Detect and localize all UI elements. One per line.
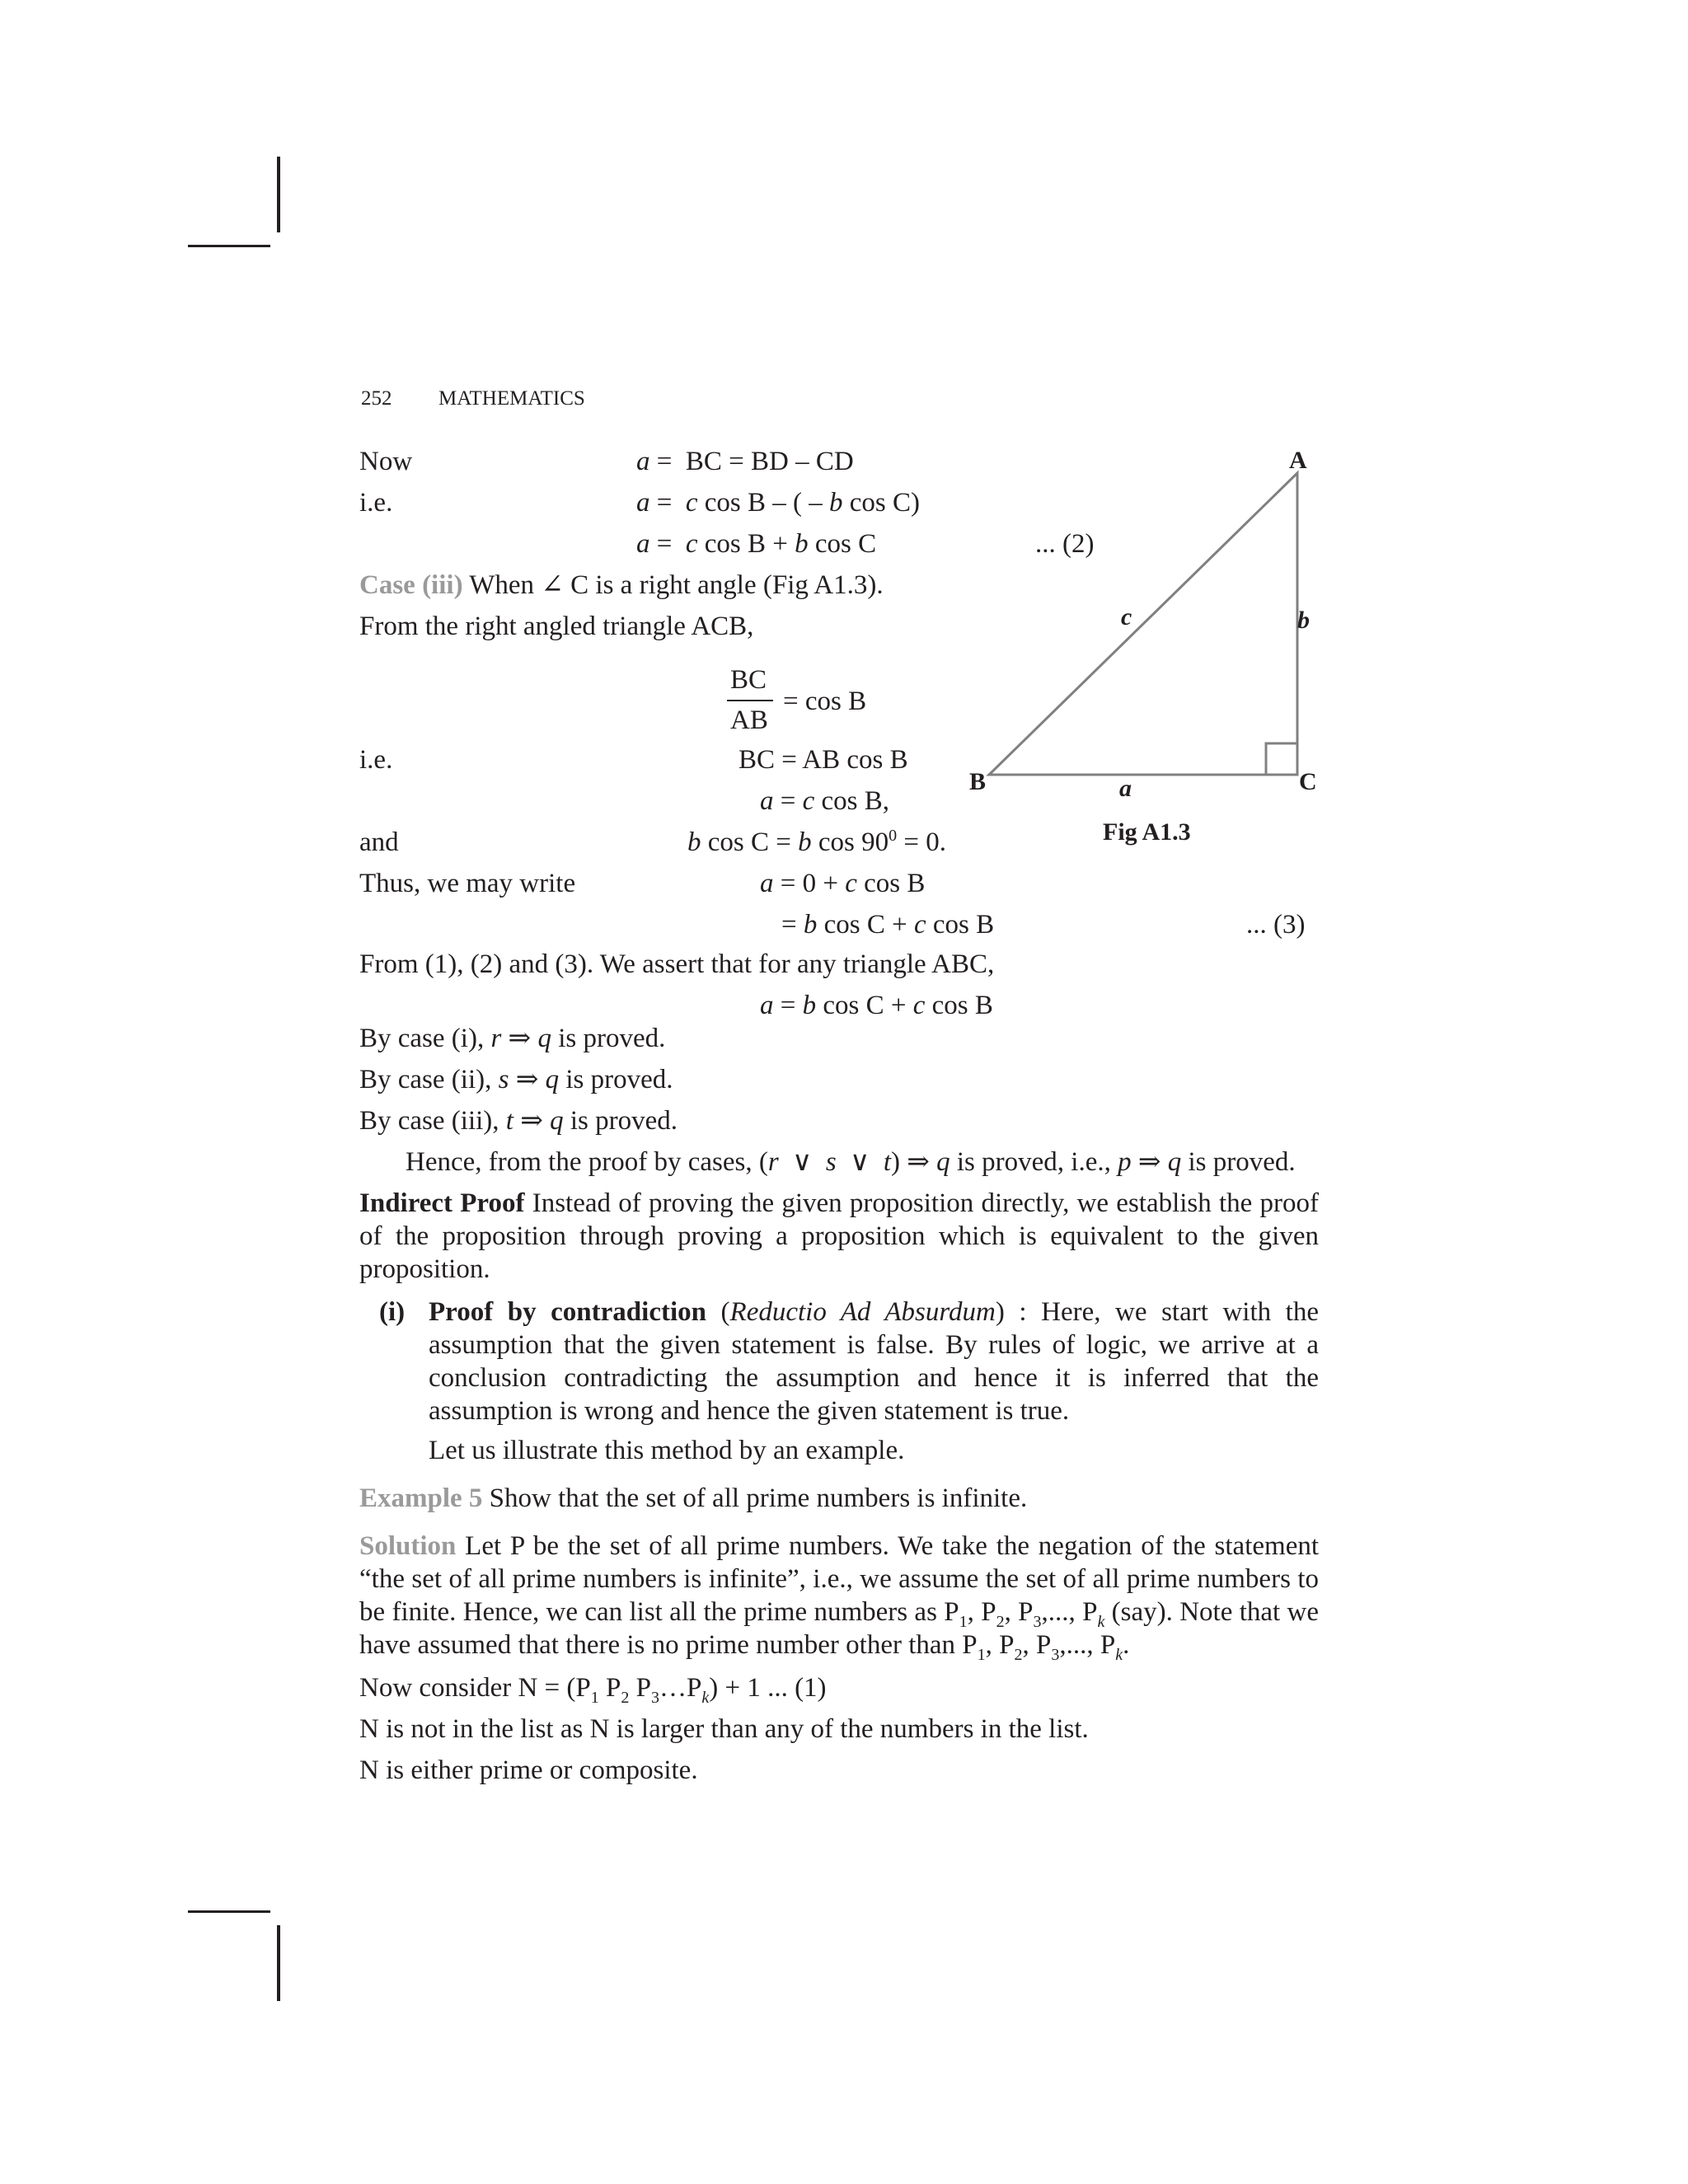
not-in-list-line: N is not in the list as N is larger than any of the numbers in the list. [359, 1714, 1089, 1744]
hence-text: Hence, from the proof by cases, ( [406, 1147, 768, 1177]
thus-label: Thus, we may write [359, 869, 576, 898]
solution-say: (say). Note that we have assumed that there is no prime number other than P [359, 1597, 1319, 1660]
side-a-label: a [1119, 775, 1132, 802]
equation-2: a = c cos B + b cos C [636, 529, 877, 559]
by-case-i: By case (i), r ⇒ q is proved. [359, 1024, 666, 1053]
equation-3-ref: ... (3) [1246, 910, 1306, 940]
fraction-denominator: AB [730, 705, 768, 735]
solution-label: Solution [359, 1531, 457, 1561]
crop-mark-bottom-vertical [277, 1925, 280, 2001]
now-label: Now [359, 447, 413, 476]
right-angled-triangle-line: From the right angled triangle ACB, [359, 612, 754, 641]
triangle-shape [989, 473, 1297, 775]
ie-label-1: i.e. [359, 488, 393, 518]
ie-label-2: i.e. [359, 745, 393, 775]
equation-bcos-tail: = 0. [903, 827, 946, 857]
crop-mark-top-horizontal [188, 245, 270, 247]
equation-thus-tail: cos B [864, 869, 926, 898]
example-5-label: Example 5 [359, 1483, 483, 1513]
hence-line: Hence, from the proof by cases, (r ∨ s ∨ t) ⇒ q is proved, i.e., p ⇒ q is proved. [406, 1147, 1296, 1177]
equation-3: = b cos C + c cos B [781, 910, 995, 940]
running-title: MATHEMATICS [438, 387, 585, 410]
equation-a-zero-plus: a = 0 + c cos B [760, 869, 926, 898]
by-case-iii: By case (iii), t ⇒ q is proved. [359, 1106, 678, 1136]
contradiction-heading: Proof by contradiction [429, 1297, 706, 1327]
equation-ie1-tail: cos C) [849, 488, 921, 518]
example-5-text: Show that the set of all prime numbers is infinite. [489, 1483, 1028, 1513]
equation-a-bc-text: BC = BD – CD [685, 447, 854, 476]
from-1-2-3-line: From (1), (2) and (3). We assert that for any triangle ABC, [359, 949, 995, 979]
vertex-b-label: B [969, 768, 987, 795]
equation-bcosc-zero: b cos C = b $\cos 90^0 = 0$. [687, 827, 946, 857]
indirect-proof-text: Instead of proving the given proposition directly, we establish the proof of the proposition through proving a proposition which is equivalent to the given proposition. [359, 1188, 1320, 1284]
side-b-label: b [1297, 607, 1310, 634]
equation-thus-text: = 0 + [780, 869, 838, 898]
fraction-bar [727, 700, 773, 701]
by-case-iii-text: is proved. [570, 1106, 678, 1136]
solution-text-1: Let P be the set of all prime numbers. We take the negation of the statement “the set of all prime numbers is infinite”, i.e., we assume the set of all prime numbers to be finite. Hence, we can list all the prime numbers as P [359, 1531, 1320, 1627]
equation-2-tail: cos C [814, 529, 877, 559]
vertex-c-label: C [1299, 768, 1317, 795]
equation-a-c-cosb: a = c cos B, [760, 786, 890, 816]
equation-bc-ab: BC = AB cos B [738, 745, 908, 775]
equation-a-c-cosb-text: cos B, [821, 786, 890, 816]
equation-ie1-mid: cos B – ( – [704, 488, 823, 518]
indirect-proof-paragraph [359, 1187, 1319, 1286]
illustrate-line: Let us illustrate this method by an example. [429, 1436, 905, 1465]
example-5-line [359, 1482, 1027, 1515]
and-label: and [359, 827, 399, 857]
vertex-a-label: A [1289, 447, 1307, 474]
crop-mark-bottom-horizontal [188, 1910, 270, 1913]
by-case-ii-text: is proved. [565, 1065, 673, 1094]
final-equation: a = b cos C + c cos B [760, 991, 993, 1020]
contradiction-paragraph: Proof by contradiction (Reductio Ad Absurdum) : Here, we start with the assumption that the given statement is false. By rules of logic, we arrive at a conclusion contradicting the assumption and hence it is inferred that the assumption is wrong and hence the given statement is true. [429, 1297, 1319, 1426]
by-case-i-text: is proved. [558, 1024, 666, 1053]
prime-or-composite-line: N is either prime or composite. [359, 1755, 698, 1785]
crop-mark-top-vertical [277, 157, 280, 232]
fraction-equals: = cos B [783, 687, 867, 716]
equation-a-bc: a = BC = BD – CD [636, 447, 854, 476]
side-c-label: c [1121, 603, 1132, 630]
contradiction-number: (i) [379, 1297, 406, 1327]
equation-bcos-text: cos 90 [818, 827, 889, 857]
contradiction-latin: Reductio Ad Absurdum [729, 1297, 996, 1327]
consider-text: Now consider N = (P [359, 1673, 591, 1703]
contradiction-text: : Here, we start with the assumption that the given statement is false. By rules of logic, we arrive at a conclusion contradicting the assumption and hence it is inferred that the assumption is wrong and hence the given statement is true. [429, 1297, 1319, 1426]
case-iii-label: Case (iii) [359, 570, 463, 600]
figure-right-triangle [973, 462, 1335, 824]
solution-paragraph: Solution Let P be the set of all prime numbers. We take the negation of the statement “the set of all prime numbers is infinite”, i.e., we assume the set of all prime numbers to be finite. Hence, we can list all the prime numbers as $P_1$, $P_2$, $P_3$,..., $P_k$ (say). Note that we have assumed that there is no prime number other than $P_1$, $P_2$, $P_3$,..., $P_k$. [359, 1531, 1320, 1664]
equation-2-ref: ... (2) [1035, 529, 1095, 559]
consider-tail: ) + 1 ... (1) [709, 1673, 827, 1703]
indirect-proof-heading: Indirect Proof [359, 1188, 525, 1218]
by-case-ii: By case (ii), s ⇒ q is proved. [359, 1065, 673, 1094]
case-iii-text: When ∠ C is a right angle (Fig A1.3). [469, 570, 884, 600]
page-number: 252 [361, 387, 392, 410]
fraction-numerator: BC [730, 665, 767, 695]
consider-line: Now consider $N = (P_1$ $P_2$ $P_3\dots P_k) + 1$ ... (1) [359, 1673, 827, 1707]
figure-caption: Fig A1.3 [1103, 818, 1191, 846]
right-angle-marker [1266, 743, 1297, 775]
case-iii-line [359, 569, 884, 602]
equation-a-ccosb-minus: a = c cos B – ( – b cos C) [636, 488, 921, 518]
